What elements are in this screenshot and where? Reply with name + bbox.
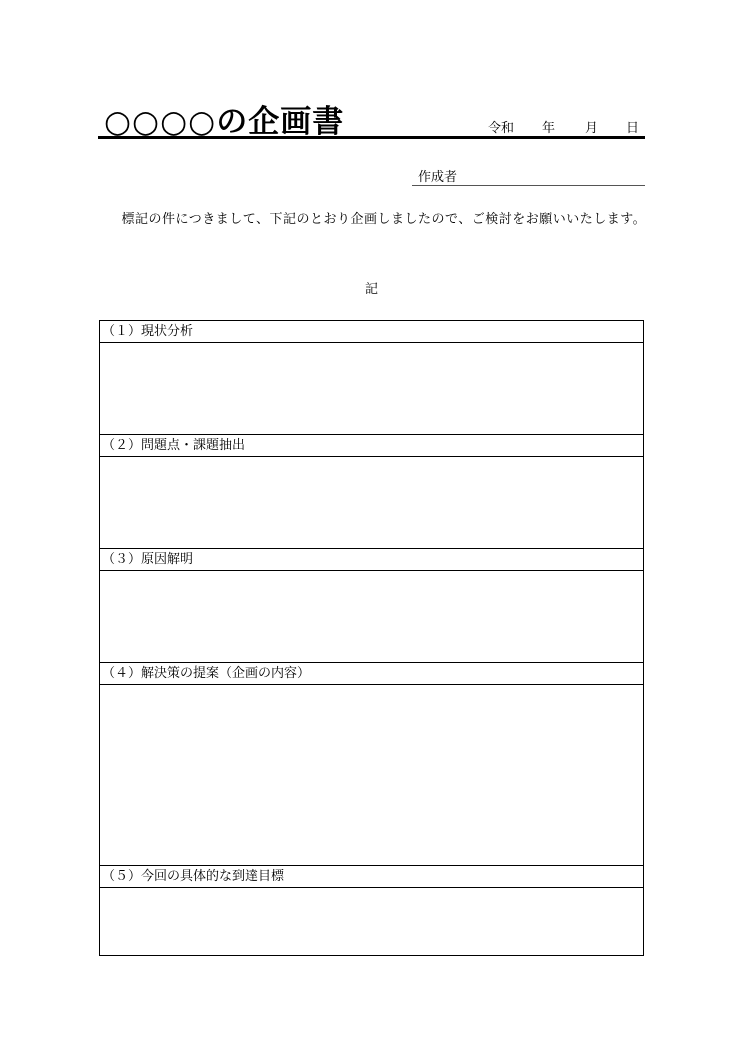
section-goal [100,865,643,956]
section-current-analysis [100,321,643,435]
document-title: ○○○○の企画書 [104,104,345,140]
section-body[interactable] [100,343,643,435]
section-problems [100,434,643,549]
date-month: 月 [585,121,599,136]
section-proposal [100,662,643,868]
section-body[interactable] [100,888,643,955]
title-rule [98,136,645,139]
section-label: （１）現状分析 [100,321,643,343]
section-body[interactable] [100,571,643,662]
date-era: 令和 [488,121,515,136]
section-body[interactable] [100,685,643,867]
section-label: （３）原因解明 [100,549,643,571]
date-year: 年 [542,121,556,136]
plan-table [99,320,644,956]
intro-text: 標記の件につきまして、下記のとおり企画しましたので、ご検討をお願いいたします。 [108,212,647,227]
section-label: （５）今回の具体的な到達目標 [100,866,643,888]
ki-heading: 記 [365,282,379,297]
author-field[interactable] [412,164,645,186]
section-body[interactable] [100,457,643,548]
section-cause [100,548,643,663]
section-label: （４）解決策の提案（企画の内容） [100,663,643,685]
author-label: 作成者 [418,170,458,185]
section-label: （２）問題点・課題抽出 [100,435,643,457]
date-day: 日 [626,121,640,136]
